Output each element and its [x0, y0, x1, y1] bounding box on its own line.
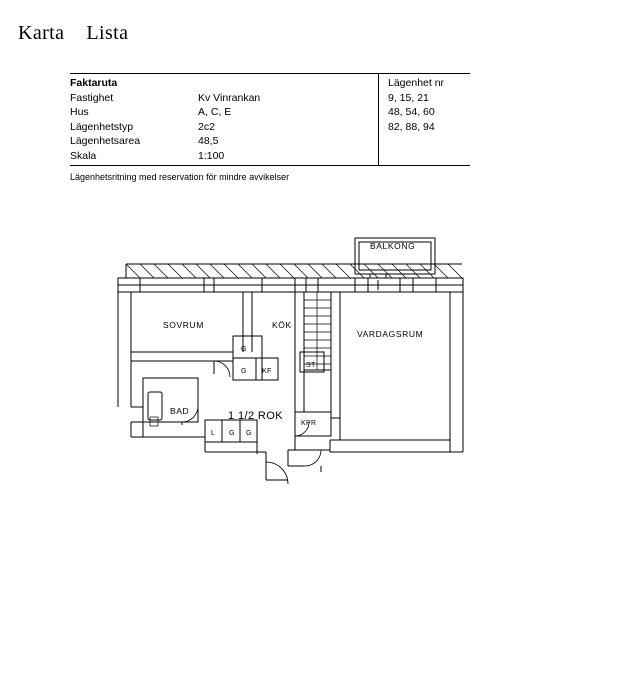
marker-st: ST: [306, 362, 316, 369]
table-row: [70, 149, 470, 164]
marker-g-4: G: [246, 430, 252, 437]
marker-l: L: [211, 430, 216, 437]
stairs: [304, 292, 331, 370]
bathtub: [148, 392, 162, 420]
floorplan-svg: [0, 222, 619, 512]
fact-label-hus: Hus: [70, 106, 89, 118]
table-row: [70, 105, 470, 120]
fact-box-bottom-rule: [70, 165, 470, 166]
fact-right-empty-1: [378, 134, 388, 149]
fact-value-lagenhetstyp: 2c2: [198, 120, 215, 133]
table-row: [70, 91, 470, 106]
fact-box-right-title: Lägenhet nr: [388, 77, 445, 89]
fact-right-empty-2: [378, 149, 388, 164]
fact-box-note: Lägenhetsritning med reservation för mindre avvikelser: [70, 172, 290, 182]
room-label-bad: BAD: [170, 406, 190, 416]
room-label-kok: KÖK: [272, 320, 292, 330]
nav-lista[interactable]: Lista: [86, 22, 129, 44]
fact-value-lagenhetsarea: 48,5: [198, 135, 219, 147]
fact-box-header-row: [70, 76, 470, 91]
marker-kpr: KPR: [301, 420, 317, 427]
fact-box-body: [70, 74, 470, 165]
marker-g-1: G: [241, 346, 247, 353]
marker-g-3: G: [229, 430, 235, 437]
table-row: [70, 134, 470, 149]
fact-box-header-spacer: [198, 76, 378, 91]
marker-kf: KF: [262, 368, 272, 375]
fact-box-divider: [378, 74, 379, 165]
fact-label-fastighet: Fastighet: [70, 91, 114, 104]
fact-label-skala: Skala: [70, 149, 97, 162]
fact-value-skala: 1:100: [198, 149, 225, 162]
floorplan-title: 1 1/2 ROK: [228, 410, 283, 422]
fact-box: [70, 73, 470, 182]
floorplan-drawing: [0, 222, 619, 512]
nav-karta[interactable]: Karta: [18, 22, 65, 44]
fact-box-title: Faktaruta: [70, 77, 118, 89]
fact-apartment-numbers-3: 82, 88, 94: [388, 120, 435, 133]
fact-label-lagenhetsarea: Lägenhetsarea: [70, 135, 141, 147]
fact-apartment-numbers-1: 9, 15, 21: [388, 91, 429, 104]
fact-label-lagenhetstyp: Lägenhetstyp: [70, 120, 134, 133]
fact-apartment-numbers-2: 48, 54, 60: [388, 106, 435, 118]
room-label-vardagsrum: VARDAGSRUM: [357, 329, 424, 339]
room-label-sovrum: SOVRUM: [163, 320, 204, 330]
fact-value-fastighet: Kv Vinrankan: [198, 91, 261, 104]
room-label-balkong: BALKONG: [370, 241, 416, 251]
table-row: [70, 120, 470, 135]
top-navigation: [18, 22, 128, 45]
fact-value-hus: A, C, E: [198, 106, 232, 118]
marker-g-2: G: [241, 368, 247, 375]
